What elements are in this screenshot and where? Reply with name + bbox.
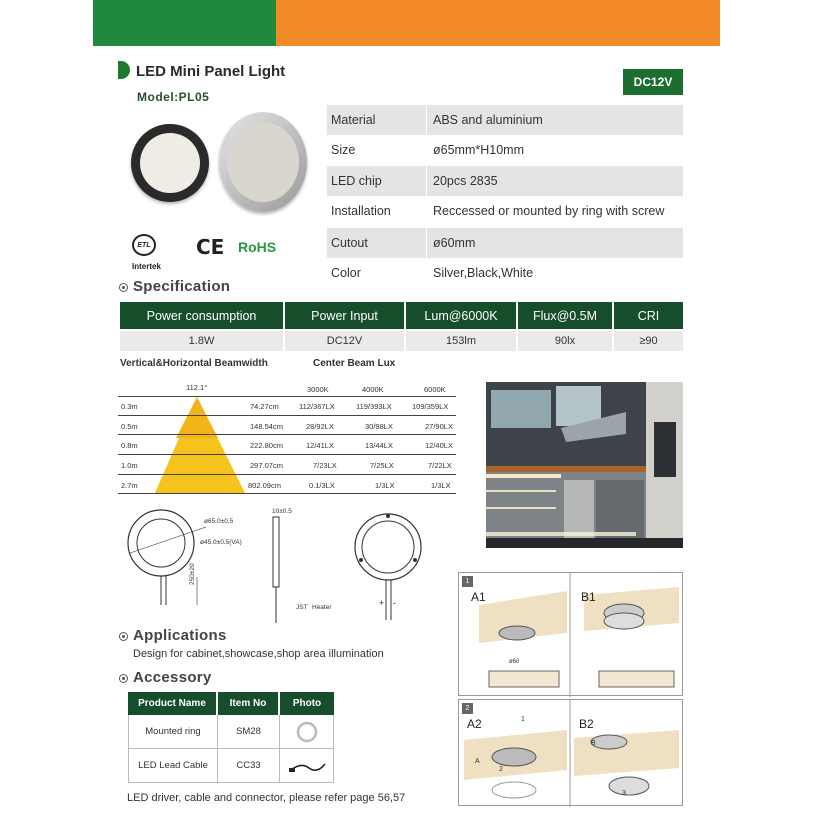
lux-3000k: 112/367LX bbox=[299, 402, 335, 411]
accessory-row bbox=[128, 715, 334, 749]
lux-6000k: 12/40LX bbox=[425, 441, 453, 450]
accessory-item: SM28 bbox=[218, 715, 280, 748]
model-number: Model:PL05 bbox=[137, 90, 210, 104]
dim-height: 10±0.5 bbox=[272, 508, 292, 515]
marker-b: B bbox=[591, 740, 596, 747]
install-step-1 bbox=[458, 572, 683, 696]
spec-value: Silver,Black,White bbox=[433, 266, 534, 280]
beam-width: 297.07cm bbox=[250, 461, 283, 470]
lux-4000k: 13/44LX bbox=[365, 441, 393, 450]
col-power-consumption: Power consumption bbox=[120, 302, 285, 329]
step-number: 2 bbox=[462, 703, 473, 714]
spec-value: ABS and aluminium bbox=[433, 113, 543, 127]
beam-width: 74.27cm bbox=[250, 402, 279, 411]
col-power-input: Power Input bbox=[285, 302, 406, 329]
temp-3000k: 3000K bbox=[307, 385, 329, 394]
spec-row-led-chip bbox=[327, 166, 683, 196]
beam-divider bbox=[118, 415, 456, 416]
beam-divider bbox=[118, 434, 456, 435]
beam-distance: 2.7m bbox=[121, 481, 138, 490]
accessory-heading: Accessory bbox=[133, 669, 212, 686]
lux-3000k: 12/41LX bbox=[306, 441, 334, 450]
spec-key: LED chip bbox=[327, 166, 427, 196]
install-step-2-drawing bbox=[459, 700, 684, 807]
install-step-1-drawing bbox=[459, 573, 684, 697]
lux-3000k: 28/92LX bbox=[306, 422, 334, 431]
step-number: 1 bbox=[462, 576, 473, 587]
page-title: LED Mini Panel Light bbox=[136, 63, 286, 80]
beam-distance: 0.3m bbox=[121, 402, 138, 411]
lux-4000k: 119/393LX bbox=[356, 402, 392, 411]
accessory-photo bbox=[280, 715, 334, 748]
spec-value: ø60mm bbox=[433, 236, 476, 250]
beam-angle: 112.1° bbox=[186, 383, 208, 392]
heater-label: Heater bbox=[312, 604, 332, 611]
dim-outer: ø65.0±0.5 bbox=[204, 518, 234, 525]
title-marker-icon bbox=[118, 61, 130, 79]
lux-6000k: 109/359LX bbox=[412, 402, 449, 411]
ring-icon bbox=[295, 720, 319, 744]
header-orange-bar bbox=[276, 0, 720, 46]
temp-6000k: 6000K bbox=[424, 385, 446, 394]
product-photo-black bbox=[131, 124, 209, 202]
beam-width: 222.80cm bbox=[250, 441, 283, 450]
spec-row-material bbox=[327, 105, 683, 135]
spec-table-header bbox=[120, 302, 683, 329]
step-label-a1: A1 bbox=[471, 590, 486, 604]
kitchen-application-photo bbox=[486, 382, 683, 548]
lux-6000k: 1/3LX bbox=[431, 481, 451, 490]
spec-row-installation bbox=[327, 196, 683, 226]
marker-3: 3 bbox=[622, 790, 626, 797]
technical-drawing bbox=[118, 505, 438, 630]
lux-6000k: 27/90LX bbox=[425, 422, 453, 431]
product-photo-silver bbox=[219, 112, 307, 212]
spec-value: ø65mm*H10mm bbox=[433, 143, 524, 157]
beam-divider bbox=[118, 474, 456, 475]
plus-label: + bbox=[379, 598, 385, 608]
section-bullet-icon bbox=[119, 674, 128, 683]
spec-row-cutout bbox=[327, 228, 683, 258]
beam-distance: 0.5m bbox=[121, 422, 138, 431]
beam-divider bbox=[118, 493, 456, 494]
ce-logo: CE bbox=[196, 235, 225, 259]
beam-width: 148.54cm bbox=[250, 422, 283, 431]
val-flux: 90lx bbox=[518, 331, 614, 351]
intertek-label: Intertek bbox=[132, 262, 161, 271]
lux-4000k: 30/98LX bbox=[365, 422, 393, 431]
lux-3000k: 0.1/3LX bbox=[309, 481, 335, 490]
col-cri: CRI bbox=[614, 302, 683, 329]
val-power-input: DC12V bbox=[285, 331, 406, 351]
header-green-bar bbox=[93, 0, 276, 46]
marker-2: 2 bbox=[499, 766, 503, 773]
accessory-item: CC33 bbox=[218, 749, 280, 782]
step-label-b1: B1 bbox=[581, 590, 596, 604]
rohs-logo: RoHS bbox=[238, 239, 277, 255]
spec-row-size bbox=[327, 135, 683, 165]
marker-a: A bbox=[475, 758, 480, 765]
cut-dimension: ø60 bbox=[509, 659, 520, 665]
applications-text: Design for cabinet,showcase,shop area illumination bbox=[133, 648, 384, 660]
marker-1: 1 bbox=[521, 716, 525, 723]
install-step-2 bbox=[458, 699, 683, 806]
accessory-row bbox=[128, 749, 334, 783]
specification-heading: Specification bbox=[133, 278, 231, 295]
voltage-badge: DC12V bbox=[623, 69, 683, 95]
dim-cable: 250±20 bbox=[189, 563, 196, 585]
applications-heading: Applications bbox=[133, 627, 227, 644]
accessory-note: LED driver, cable and connector, please refer page 56,57 bbox=[127, 792, 406, 804]
spec-key: Size bbox=[327, 135, 427, 165]
spec-key: Cutout bbox=[327, 228, 427, 258]
jst-label: JST bbox=[296, 604, 308, 611]
temp-4000k: 4000K bbox=[362, 385, 384, 394]
accessory-table-header bbox=[128, 692, 334, 715]
section-bullet-icon bbox=[119, 632, 128, 641]
spec-row-color bbox=[327, 258, 683, 288]
beamwidth-title: Vertical&Horizontal Beamwidth bbox=[120, 358, 268, 369]
spec-key: Installation bbox=[327, 196, 427, 226]
step-label-b2: B2 bbox=[579, 717, 594, 731]
spec-value: 20pcs 2835 bbox=[433, 174, 498, 188]
kitchen-illustration bbox=[486, 382, 683, 548]
spec-value: Reccessed or mounted by ring with screw bbox=[433, 204, 665, 218]
col-flux: Flux@0.5M bbox=[518, 302, 614, 329]
accessory-photo bbox=[280, 749, 334, 782]
beam-distance: 1.0m bbox=[121, 461, 138, 470]
accessory-name: Mounted ring bbox=[128, 715, 218, 748]
step-label-a2: A2 bbox=[467, 717, 482, 731]
val-lum: 153lm bbox=[406, 331, 518, 351]
beam-divider bbox=[118, 454, 456, 455]
spec-table-row bbox=[120, 331, 683, 351]
lux-4000k: 1/3LX bbox=[375, 481, 395, 490]
val-cri: ≥90 bbox=[614, 331, 683, 351]
section-bullet-icon bbox=[119, 283, 128, 292]
beam-divider bbox=[118, 396, 456, 397]
beam-cone-core bbox=[176, 397, 218, 438]
dim-inner: ø45.0±0.5(VA) bbox=[200, 539, 242, 546]
col-photo: Photo bbox=[280, 692, 334, 715]
cable-icon bbox=[287, 754, 327, 778]
lux-3000k: 7/23LX bbox=[313, 461, 337, 470]
col-product-name: Product Name bbox=[128, 692, 218, 715]
val-power-consumption: 1.8W bbox=[120, 331, 285, 351]
beam-distance: 0.8m bbox=[121, 441, 138, 450]
spec-key: Material bbox=[327, 105, 427, 135]
lux-4000k: 7/25LX bbox=[370, 461, 394, 470]
etl-logo: ETL bbox=[132, 234, 156, 256]
spec-key: Color bbox=[327, 258, 427, 288]
col-item-no: Item No bbox=[218, 692, 280, 715]
beam-width: 802.09cm bbox=[248, 481, 281, 490]
center-beam-title: Center Beam Lux bbox=[313, 358, 396, 369]
minus-label: - bbox=[393, 598, 396, 608]
col-lum: Lum@6000K bbox=[406, 302, 518, 329]
accessory-name: LED Lead Cable bbox=[128, 749, 218, 782]
lux-6000k: 7/22LX bbox=[428, 461, 452, 470]
